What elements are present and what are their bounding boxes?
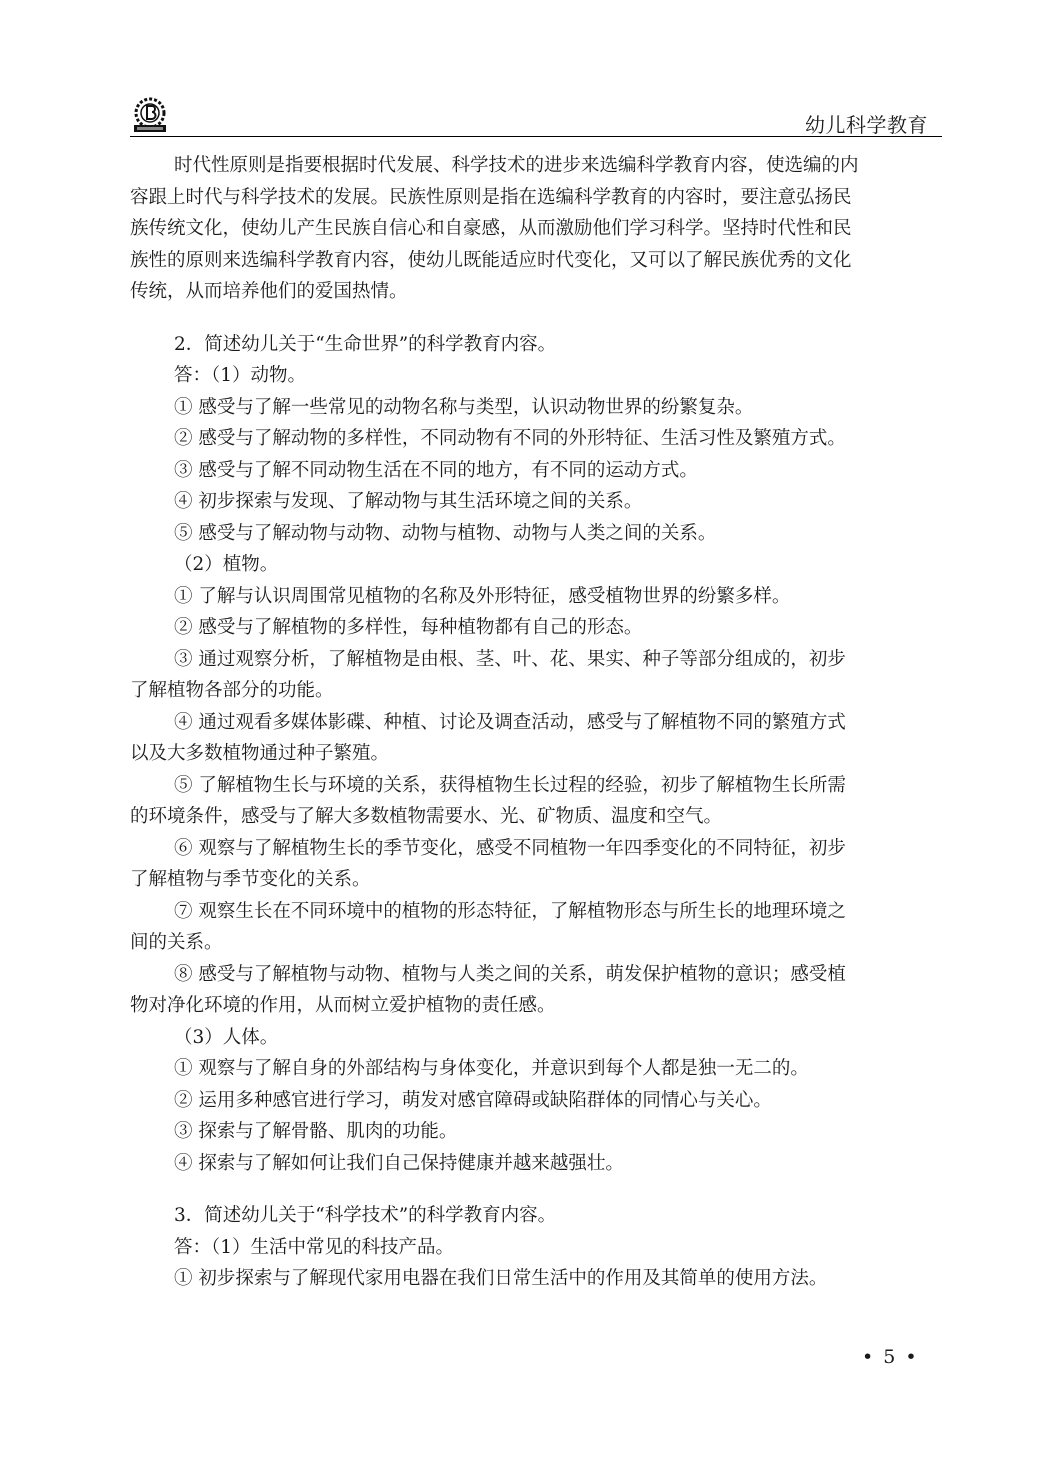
list-item: ⑦ 观察生长在不同环境中的植物的形态特征，了解植物形态与所生长的地理环境之 — [174, 900, 846, 922]
paragraph-gap — [130, 308, 942, 329]
body-line: 容跟上时代与科学技术的发展。民族性原则是指在选编科学教育的内容时，要注意弘扬民 — [130, 186, 852, 208]
list-item: ③ 探索与了解骨骼、肌肉的功能。 — [174, 1121, 458, 1142]
list-item: ① 感受与了解一些常见的动物名称与类型，认识动物世界的纷繁复杂。 — [174, 396, 754, 418]
list-item-continuation: 间的关系。 — [130, 932, 223, 953]
question-heading: 3．简述幼儿关于“科学技术”的科学教育内容。 — [174, 1205, 557, 1226]
list-item: ④ 初步探索与发现、了解动物与其生活环境之间的关系。 — [174, 491, 643, 512]
body-line: 传统，从而培养他们的爱国热情。 — [130, 281, 408, 302]
body-line: 族性的原则来选编科学教育内容，使幼儿既能适应时代变化，又可以了解民族优秀的文化 — [130, 249, 852, 271]
list-item-continuation: 了解植物与季节变化的关系。 — [130, 869, 371, 890]
body-line: 族传统文化，使幼儿产生民族自信心和自豪感，从而激励他们学习科学。坚持时代性和民 — [130, 218, 852, 239]
list-item: ③ 通过观察分析，了解植物是由根、茎、叶、花、果实、种子等部分组成的，初步 — [174, 648, 846, 670]
publisher-logo-icon — [130, 96, 170, 134]
list-item: ① 初步探索与了解现代家用电器在我们日常生活中的作用及其简单的使用方法。 — [174, 1268, 828, 1289]
subsection-heading: （2）植物。 — [174, 554, 279, 575]
page-number: • 5 • — [862, 1346, 919, 1368]
list-item: ⑥ 观察与了解植物生长的季节变化，感受不同植物一年四季变化的不同特征，初步 — [174, 837, 846, 859]
answer-line: 答：（1）动物。 — [174, 365, 307, 386]
list-item: ⑤ 了解植物生长与环境的关系，获得植物生长过程的经验，初步了解植物生长所需 — [174, 774, 846, 796]
answer-line: 答：（1）生活中常见的科技产品。 — [174, 1236, 455, 1258]
body-line: 时代性原则是指要根据时代发展、科学技术的进步来选编科学教育内容，使选编的内 — [174, 155, 859, 176]
list-item: ⑧ 感受与了解植物与动物、植物与人类之间的关系，萌发保护植物的意识；感受植 — [174, 963, 846, 985]
list-item: ② 感受与了解动物的多样性，不同动物有不同的外形特征、生活习性及繁殖方式。 — [174, 428, 846, 449]
list-item: ⑤ 感受与了解动物与动物、动物与植物、动物与人类之间的关系。 — [174, 522, 717, 544]
running-header-title: 幼儿科学教育 — [805, 113, 928, 137]
question-heading: 2．简述幼儿关于“生命世界”的科学教育内容。 — [174, 333, 557, 355]
paragraph-gap — [130, 1179, 942, 1200]
list-item-continuation: 以及大多数植物通过种子繁殖。 — [130, 743, 390, 764]
list-item-continuation: 了解植物各部分的功能。 — [130, 680, 334, 701]
page-body — [130, 150, 942, 1295]
list-item-continuation: 物对净化环境的作用，从而树立爱护植物的责任感。 — [130, 995, 556, 1016]
list-item: ④ 探索与了解如何让我们自己保持健康并越来越强壮。 — [174, 1152, 624, 1174]
list-item: ① 观察与了解自身的外部结构与身体变化，并意识到每个人都是独一无二的。 — [174, 1058, 809, 1079]
subsection-heading: （3）人体。 — [174, 1026, 279, 1048]
page-header — [130, 96, 942, 137]
list-item-continuation: 的环境条件，感受与了解大多数植物需要水、光、矿物质、温度和空气。 — [130, 806, 723, 827]
list-item: ② 运用多种感官进行学习，萌发对感官障碍或缺陷群体的同情心与关心。 — [174, 1089, 772, 1111]
list-item: ① 了解与认识周围常见植物的名称及外形特征，感受植物世界的纷繁多样。 — [174, 585, 791, 607]
list-item: ④ 通过观看多媒体影碟、种植、讨论及调查活动，感受与了解植物不同的繁殖方式 — [174, 711, 846, 733]
list-item: ② 感受与了解植物的多样性，每种植物都有自己的形态。 — [174, 617, 643, 638]
list-item: ③ 感受与了解不同动物生活在不同的地方，有不同的运动方式。 — [174, 459, 698, 481]
